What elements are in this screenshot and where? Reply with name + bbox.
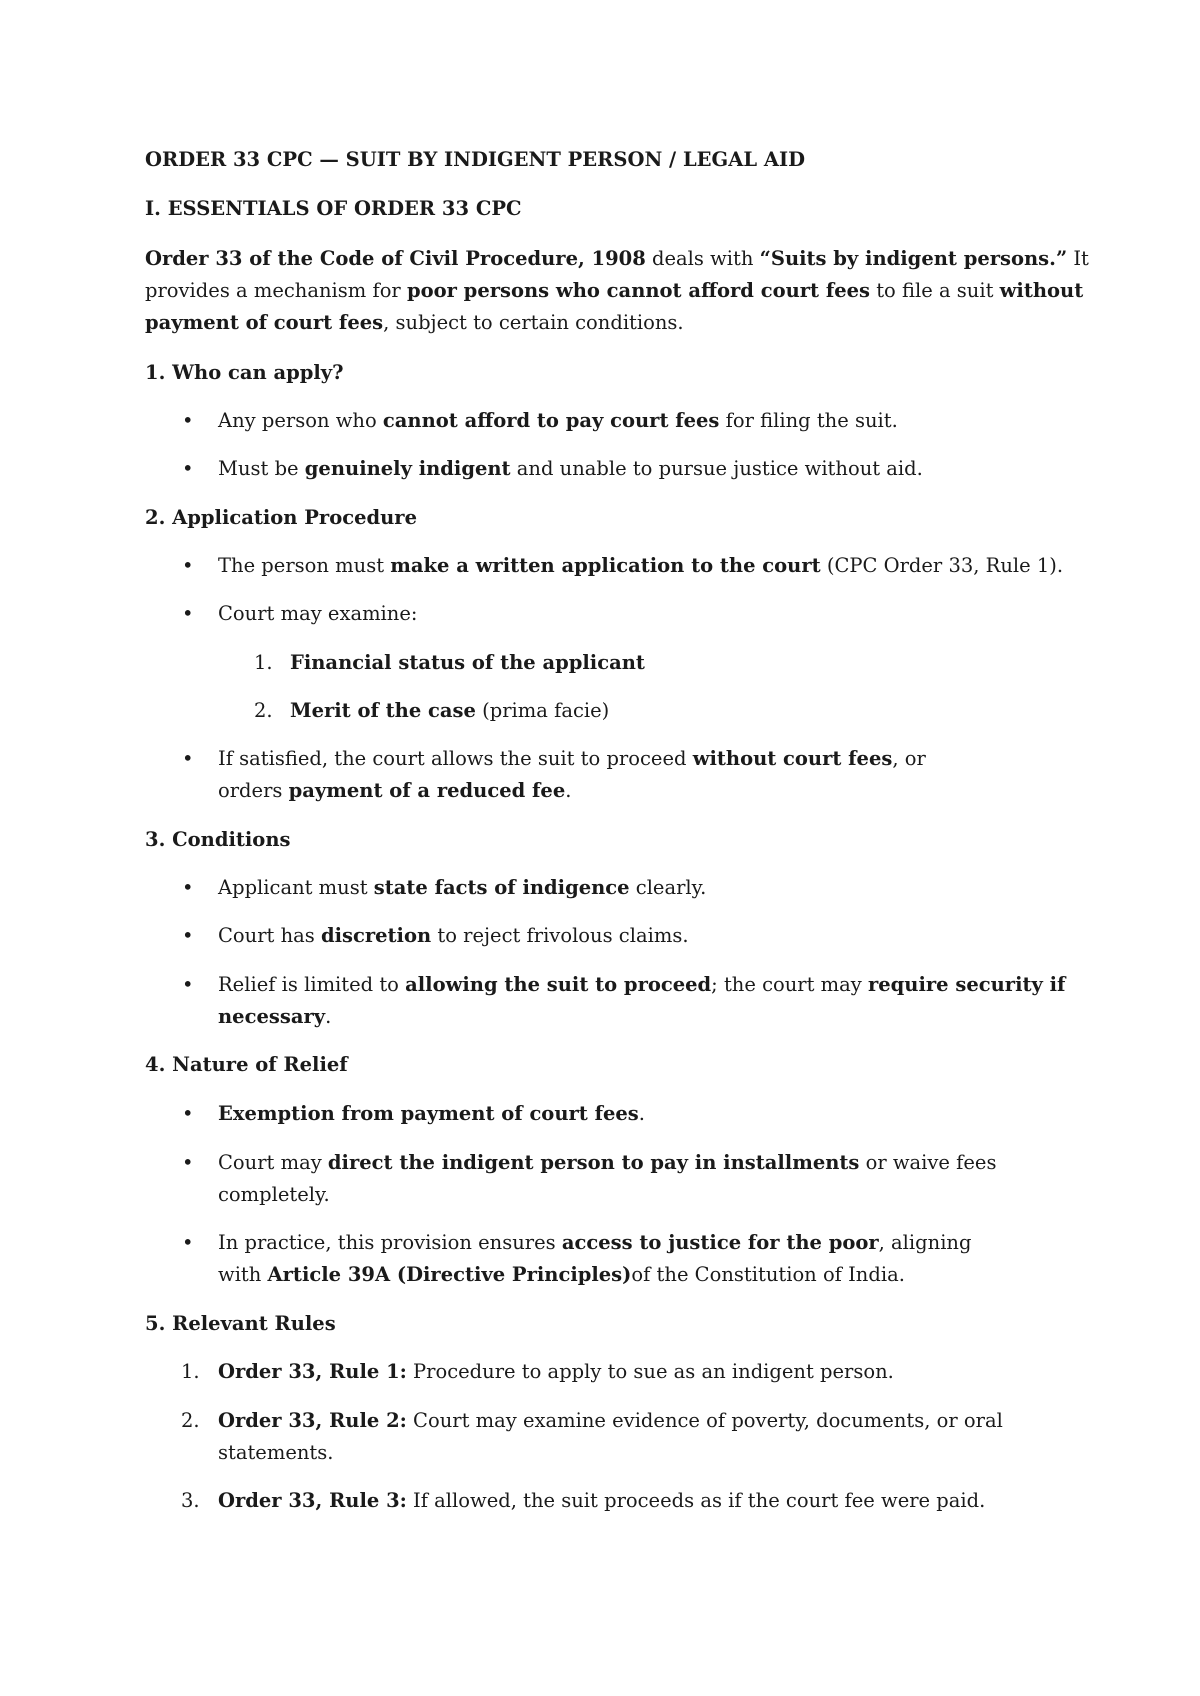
- bullet-icon: •: [182, 409, 194, 432]
- list-item-continuation: with Article 39A (Directive Principles)of the Constitution of India.: [218, 1263, 905, 1286]
- bullet-icon: •: [182, 1102, 194, 1125]
- section-heading: I. ESSENTIALS OF ORDER 33 CPC: [145, 197, 522, 220]
- list-item: Applicant must state facts of indigence clearly.: [218, 876, 707, 899]
- bullet-icon: •: [182, 747, 194, 770]
- bullet-icon: •: [182, 554, 194, 577]
- bullet-icon: •: [182, 1231, 194, 1254]
- bullet-icon: •: [182, 924, 194, 947]
- list-number: 1.: [254, 651, 273, 674]
- numbered-item: Financial status of the applicant: [290, 651, 645, 674]
- list-number: 1.: [181, 1360, 200, 1383]
- bullet-icon: •: [182, 457, 194, 480]
- list-item: Court has discretion to reject frivolous claims.: [218, 924, 689, 947]
- list-item-continuation: completely.: [218, 1183, 330, 1206]
- bullet-icon: •: [182, 876, 194, 899]
- heading-who-can-apply: 1. Who can apply?: [145, 361, 344, 384]
- heading-relevant-rules: 5. Relevant Rules: [145, 1312, 336, 1335]
- bullet-icon: •: [182, 973, 194, 996]
- numbered-item: Order 33, Rule 2: Court may examine evidence of poverty, documents, or oral: [218, 1409, 1003, 1432]
- list-number: 3.: [181, 1489, 200, 1512]
- heading-application-procedure: 2. Application Procedure: [145, 506, 417, 529]
- document-title: ORDER 33 CPC — SUIT BY INDIGENT PERSON / LEGAL AID: [145, 148, 805, 171]
- numbered-item: Order 33, Rule 3: If allowed, the suit proceeds as if the court fee were paid.: [218, 1489, 986, 1512]
- list-number: 2.: [181, 1409, 200, 1432]
- list-item: The person must make a written application to the court (CPC Order 33, Rule 1).: [218, 554, 1064, 577]
- list-item: Any person who cannot afford to pay court fees for filing the suit.: [218, 409, 898, 432]
- heading-conditions: 3. Conditions: [145, 828, 291, 851]
- intro-line-3: payment of court fees, subject to certain conditions.: [145, 311, 684, 334]
- numbered-item: Order 33, Rule 1: Procedure to apply to sue as an indigent person.: [218, 1360, 894, 1383]
- intro-line-2: provides a mechanism for poor persons who cannot afford court fees to file a suit without: [145, 279, 1084, 302]
- numbered-item-continuation: statements.: [218, 1441, 334, 1464]
- bullet-icon: •: [182, 602, 194, 625]
- list-item: Court may examine:: [218, 602, 418, 625]
- list-item: Relief is limited to allowing the suit to proceed; the court may require security if: [218, 973, 1066, 996]
- list-item: Must be genuinely indigent and unable to pursue justice without aid.: [218, 457, 923, 480]
- bullet-icon: •: [182, 1151, 194, 1174]
- intro-line-1: Order 33 of the Code of Civil Procedure, 1908 deals with “Suits by indigent persons.” It: [145, 247, 1089, 270]
- list-item: If satisfied, the court allows the suit to proceed without court fees, or: [218, 747, 926, 770]
- numbered-item: Merit of the case (prima facie): [290, 699, 610, 722]
- list-item-continuation: necessary.: [218, 1005, 332, 1028]
- list-number: 2.: [254, 699, 273, 722]
- list-item-continuation: orders payment of a reduced fee.: [218, 779, 572, 802]
- heading-nature-of-relief: 4. Nature of Relief: [145, 1053, 348, 1076]
- list-item: Exemption from payment of court fees.: [218, 1102, 645, 1125]
- list-item: Court may direct the indigent person to pay in installments or waive fees: [218, 1151, 997, 1174]
- list-item: In practice, this provision ensures access to justice for the poor, aligning: [218, 1231, 972, 1254]
